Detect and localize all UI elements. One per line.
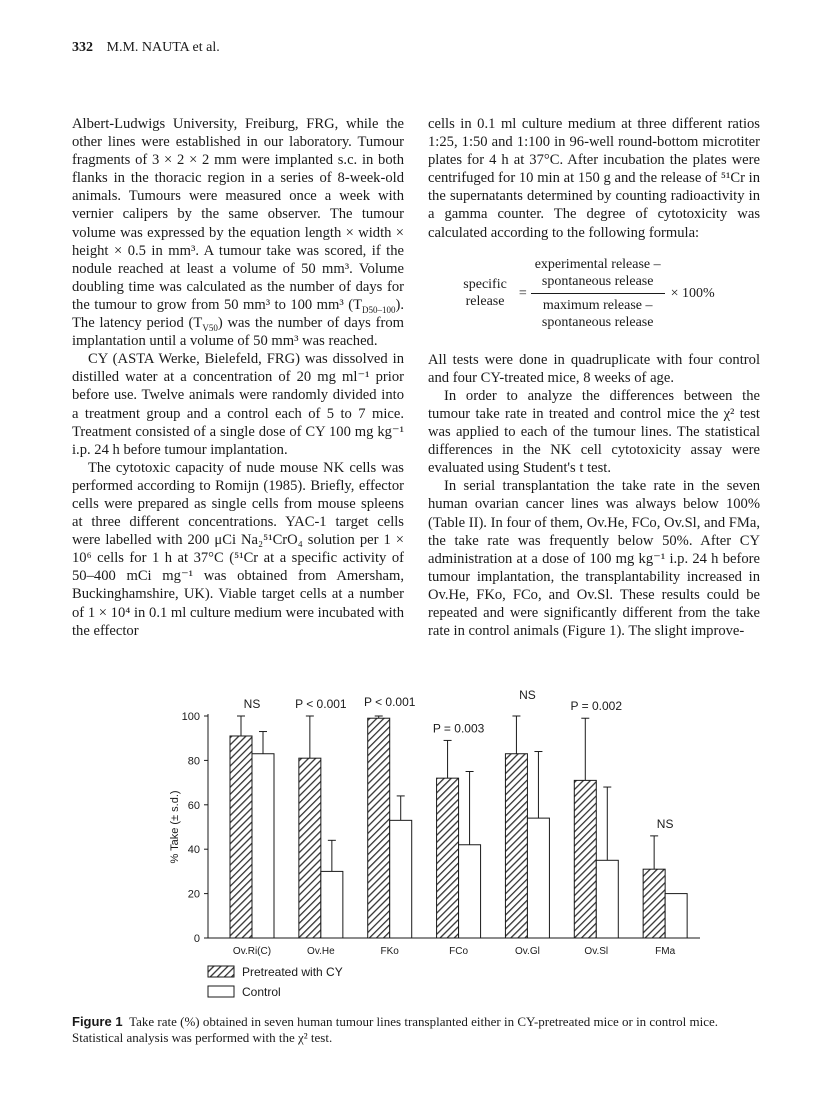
- legend-label-control: Control: [242, 985, 281, 999]
- y-tick-label: 20: [187, 888, 200, 901]
- running-title: M.M. NAUTA et al.: [106, 40, 220, 55]
- bar-control: [596, 860, 618, 938]
- bar-pretreated: [299, 758, 321, 938]
- figure-1: [0, 670, 816, 1010]
- significance-label: P < 0.001: [295, 697, 347, 711]
- left-column: [72, 115, 404, 640]
- specific-release-formula: [418, 256, 760, 331]
- bar-control: [527, 818, 549, 938]
- take-rate-bar-chart: [0, 670, 816, 1010]
- legend-swatch-control: [208, 986, 234, 997]
- significance-label: P < 0.001: [363, 694, 416, 709]
- right-paragraph-1: cells in 0.1 ml culture medium at three different ratios 1:25, 1:50 and 1:100 in 96-well round-bottom microtiter plates for 4 h at 37°C. After incubation the plates were centrifuged for 10 min at 150 g and the release of ⁵¹Cr in the supernatants determined by counting radioactivity in a gamma counter. The degree of cytotoxicity was calculated according to the following formula:: [428, 116, 760, 241]
- x-tick-label: FMa: [655, 946, 676, 957]
- legend-label-pretreated: Pretreated with CY: [242, 965, 343, 979]
- significance-label: NS: [656, 816, 674, 831]
- y-tick-label: 60: [187, 799, 200, 812]
- formula-equals: =: [518, 285, 527, 301]
- bar-control: [390, 820, 412, 938]
- x-tick-label: Ov.Sl: [584, 946, 609, 957]
- formula-numerator: experimental release – spontaneous release: [534, 256, 661, 289]
- bar-pretreated: [437, 778, 459, 938]
- y-axis-label: % Take (± s.d.): [169, 790, 181, 864]
- caption-text: Take rate (%) obtained in seven human tumour lines transplanted either in CY-pretreated mice or in control mice. Statistical analysis was performed with the χ² test.: [72, 1014, 719, 1045]
- right-paragraph-4: In serial transplantation the take rate in the seven human ovarian cancer lines was always below 100% (Table II). In four of them, Ov.He, FCo, Ov.Sl, and FMa, the take rate was frequently below 50%. After CY administration at a dose of 100 mg kg⁻¹ i.p. 24 h before tumour implantation, the transplantability increased in Ov.He, FKo, FCo, and Ov.Sl. These results could be repeated and were significantly different from the take rate in control animals (Figure 1). The slight improve-: [428, 478, 760, 640]
- right-column: [428, 115, 760, 640]
- x-tick-label: Ov.Ri(C): [232, 946, 272, 957]
- bar-control: [252, 754, 274, 938]
- formula-multiplier: × 100%: [670, 285, 715, 301]
- figure-caption: [72, 1014, 752, 1046]
- x-tick-label: Ov.He: [307, 946, 335, 957]
- bar-pretreated: [230, 736, 252, 938]
- bar-pretreated: [505, 754, 527, 938]
- significance-label: P = 0.002: [570, 699, 623, 714]
- right-paragraph-2: All tests were done in quadruplicate with four control and four CY-treated mice, 8 weeks of age.: [428, 351, 760, 386]
- significance-label: NS: [243, 697, 261, 711]
- bar-control: [459, 845, 481, 938]
- x-tick-label: FCo: [449, 946, 469, 957]
- caption-label: Figure 1: [72, 1014, 123, 1029]
- bar-pretreated: [368, 718, 390, 938]
- y-tick-label: 40: [187, 844, 200, 857]
- bar-control: [321, 871, 343, 938]
- significance-label: P = 0.003: [432, 721, 485, 736]
- right-paragraph-3: In order to analyze the differences between the tumour take rate in treated and control mice the χ² test was applied to each of the tumour lines. The statistical differences in the NK cell cytotoxicity assay were evaluated using Student's t test.: [428, 387, 760, 477]
- y-tick-label: 0: [193, 933, 200, 945]
- legend-swatch-pretreated: [208, 966, 234, 977]
- formula-denominator: maximum release – spontaneous release: [541, 297, 654, 330]
- running-header: [72, 40, 220, 56]
- x-tick-label: FKo: [380, 946, 399, 957]
- significance-label: NS: [519, 688, 536, 703]
- left-paragraph-2: CY (ASTA Werke, Bielefeld, FRG) was dissolved in distilled water at a concentration of 20 mg ml⁻¹ prior before use. Twelve animals were randomly divided into a treatment group and a control each of 5 to 7 mice. Treatment consisted of a single dose of CY 100 mg kg⁻¹ i.p. 24 h before tumour implantation.: [72, 351, 404, 458]
- y-tick-label: 80: [187, 755, 200, 768]
- x-tick-label: Ov.Gl: [515, 946, 540, 957]
- bar-pretreated: [574, 780, 596, 938]
- y-tick-label: 100: [181, 711, 200, 723]
- bar-control: [665, 894, 687, 938]
- bar-pretreated: [643, 869, 665, 938]
- fraction-bar: [531, 293, 665, 294]
- left-paragraph-3: The cytotoxic capacity of nude mouse NK cells was performed according to Romijn (1985). Briefly, effector cells were prepared as single cells from mouse spleens at three different concentrations. YAC-1 target cells were labelled with 200 μCi Na₂⁵¹CrO₄ solution per 1 × 10⁶ cells for 1 h at 37°C (⁵¹Cr at a specific activity of 50–400 mCi mg⁻¹ was obtained from Amersham, Buckinghamshire, UK). Viable target cells at a number of 1 × 10⁴ in 0.1 ml culture medium were incubated with the effector: [72, 459, 404, 639]
- formula-fraction: [531, 256, 665, 331]
- formula-lhs: specific release: [463, 277, 507, 310]
- page-number: 332: [72, 40, 93, 55]
- left-paragraph-1: Albert-Ludwigs University, Freiburg, FRG, while the other lines were established in our laboratory. Tumour fragments of 3 × 2 × 2 mm were implanted s.c. in both flanks in the thoracic region in a series of 8-week-old animals. Tumours were measured once a week with vernier calipers by the same observer. The tumour volume was expressed by the equation length × width × height × 0.5 in mm³. A tumour take was scored, if the nodule reached at least a volume of 50 mm³. Volume doubling time was calculated as the number of days for the tumour to grow from 50 mm³ to 100 mm³ $(T_{D50-100})$. The latency period $(T_{V50})$ was the number of days from implantation until a volume of 50 mm³ was reached.: [72, 116, 404, 350]
